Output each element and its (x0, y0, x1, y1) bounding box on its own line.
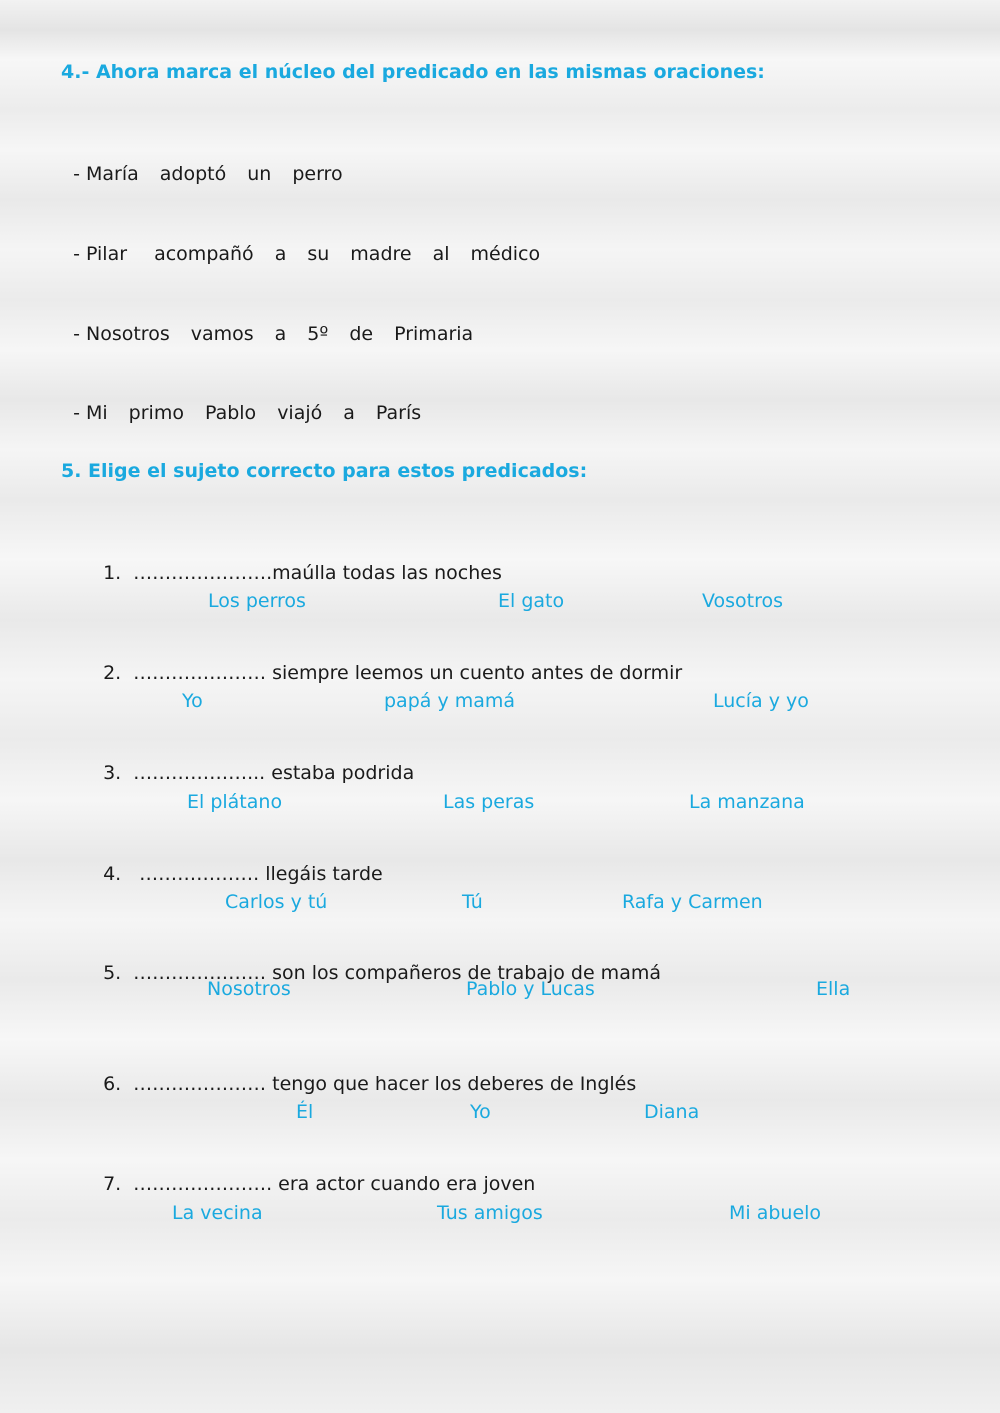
option[interactable]: Rafa y Carmen (622, 891, 763, 913)
word[interactable]: su (307, 243, 330, 265)
option[interactable]: Las peras (443, 791, 535, 813)
option[interactable]: Mi abuelo (729, 1202, 822, 1224)
option[interactable]: La manzana (689, 791, 805, 813)
word[interactable]: vamos (190, 323, 254, 345)
word[interactable]: a (274, 243, 287, 265)
option[interactable]: El plátano (187, 791, 283, 813)
question-3 (91, 740, 414, 784)
word[interactable]: al (432, 243, 450, 265)
question-2 (91, 640, 682, 684)
sentence-3 (61, 301, 494, 345)
option[interactable]: Vosotros (702, 590, 784, 612)
sentence-2 (61, 221, 561, 265)
option[interactable]: Carlos y tú (225, 891, 328, 913)
option[interactable]: Yo (470, 1101, 491, 1123)
option[interactable]: Tú (462, 891, 483, 913)
question-text: ………………… son los compañeros de trabajo de mamá (133, 962, 661, 984)
question-text: ………………. llegáis tarde (133, 863, 383, 885)
word[interactable]: madre (350, 243, 412, 265)
question-number: 2. (103, 662, 122, 684)
word[interactable]: primo (128, 402, 184, 424)
sentence-4 (61, 380, 442, 424)
option[interactable]: Él (296, 1101, 314, 1123)
option[interactable]: Lucía y yo (713, 690, 809, 712)
word[interactable]: acompañó (154, 243, 254, 265)
option[interactable]: Nosotros (207, 978, 291, 1000)
word[interactable]: perro (292, 163, 343, 185)
word[interactable]: a (343, 402, 355, 424)
word[interactable]: - María (73, 163, 139, 185)
question-number: 1. (103, 562, 122, 584)
option[interactable]: Diana (644, 1101, 700, 1123)
sentence-1 (61, 141, 364, 185)
word[interactable]: a (274, 323, 287, 345)
question-4 (91, 841, 383, 885)
question-text: ………………... estaba podrida (133, 762, 415, 784)
question-number: 6. (103, 1073, 122, 1095)
question-number: 3. (103, 762, 122, 784)
word[interactable]: de (349, 323, 374, 345)
word[interactable]: París (375, 402, 422, 424)
question-number: 4. (103, 863, 122, 885)
question-text: ………………….maúlla todas las noches (133, 562, 502, 584)
question-7 (91, 1151, 535, 1195)
question-text: ………………… tengo que hacer los deberes de Inglés (133, 1073, 637, 1095)
word[interactable]: viajó (277, 402, 323, 424)
option[interactable]: Ella (816, 978, 851, 1000)
question-text: ………………… siempre leemos un cuento antes de dormir (133, 662, 683, 684)
word[interactable]: un (247, 163, 272, 185)
question-text: …………………. era actor cuando era joven (133, 1173, 536, 1195)
question-number: 7. (103, 1173, 122, 1195)
option[interactable]: Pablo y Lucas (466, 978, 595, 1000)
word[interactable]: Primaria (394, 323, 474, 345)
word[interactable]: - Pilar (73, 243, 134, 265)
section-4-title: 4.- Ahora marca el núcleo del predicado en las mismas oraciones: (61, 61, 765, 83)
option[interactable]: La vecina (172, 1202, 263, 1224)
section-5-title: 5. Elige el sujeto correcto para estos predicados: (61, 460, 588, 482)
option[interactable]: El gato (498, 590, 565, 612)
option[interactable]: Yo (182, 690, 203, 712)
option[interactable]: Los perros (208, 590, 306, 612)
word[interactable]: - Nosotros (73, 323, 170, 345)
option[interactable]: papá y mamá (384, 690, 516, 712)
word[interactable]: médico (470, 243, 541, 265)
word[interactable]: - Mi (73, 402, 108, 424)
question-number: 5. (103, 962, 122, 984)
word[interactable]: 5º (307, 323, 329, 345)
option[interactable]: Tus amigos (437, 1202, 543, 1224)
question-1 (91, 540, 502, 584)
word[interactable]: Pablo (204, 402, 257, 424)
word[interactable]: adoptó (159, 163, 227, 185)
question-6 (91, 1051, 636, 1095)
